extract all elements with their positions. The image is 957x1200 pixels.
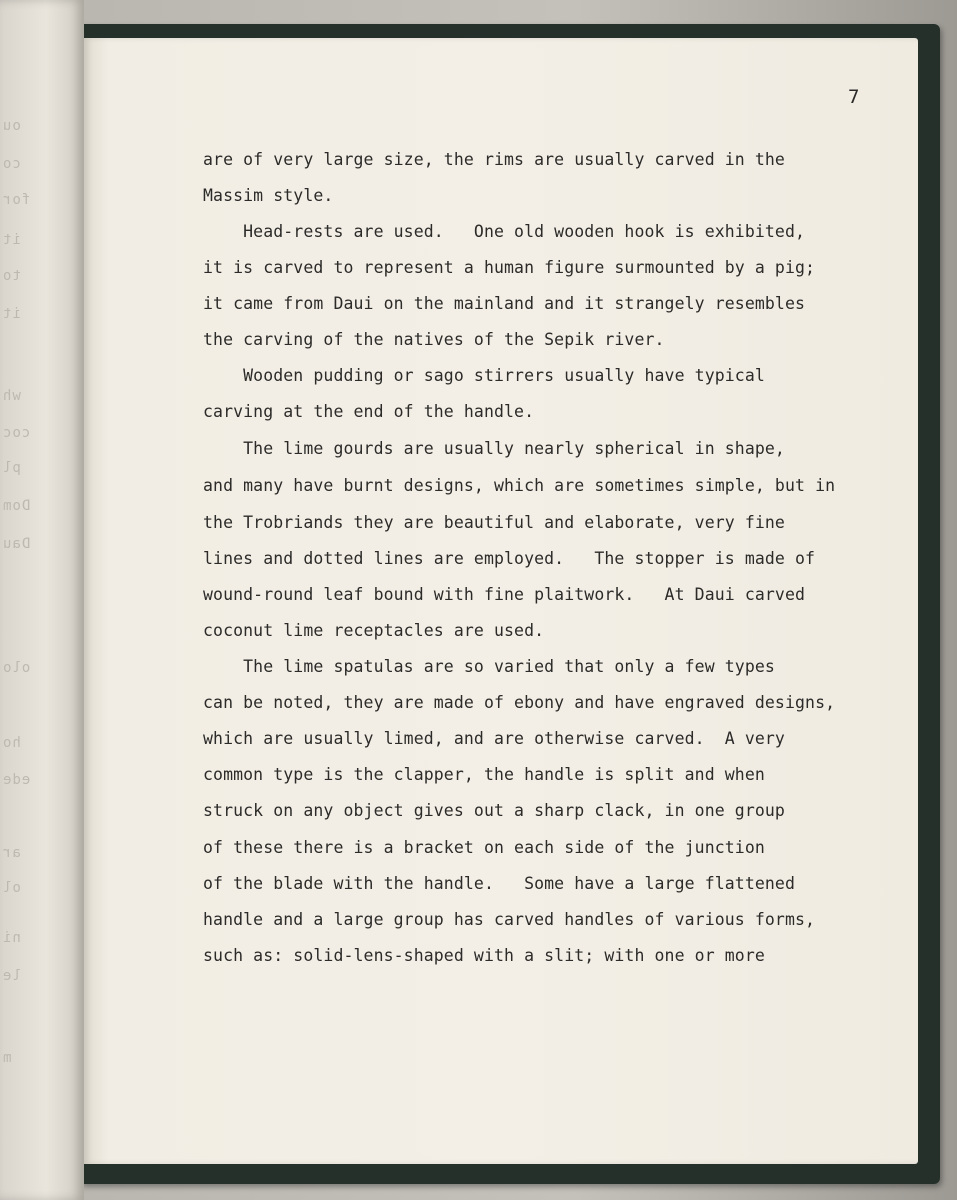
- text-line: wound-round leaf bound with fine plaitwork. At Daui carved: [203, 585, 806, 604]
- facing-page-fragment: co: [2, 156, 21, 172]
- facing-page-fragment: m: [2, 1050, 12, 1066]
- text-line: lines and dotted lines are employed. The stopper is made of: [203, 549, 816, 568]
- facing-page-fragment: it: [2, 232, 21, 248]
- text-line: Head-rests are used. One old wooden hook is exhibited,: [203, 222, 806, 241]
- text-line: the carving of the natives of the Sepik river.: [203, 330, 665, 349]
- facing-page-fragment: ede: [2, 772, 31, 788]
- facing-page-fragment: ni: [2, 930, 21, 946]
- facing-page-fragment: it: [2, 306, 21, 322]
- facing-page-fragment: ho: [2, 735, 21, 751]
- text-line: struck on any object gives out a sharp clack, in one group: [203, 801, 785, 820]
- text-line: of these there is a bracket on each side of the junction: [203, 838, 765, 857]
- text-line: it came from Daui on the mainland and it strangely resembles: [203, 294, 806, 313]
- text-line: of the blade with the handle. Some have a large flattened: [203, 874, 795, 893]
- text-line: handle and a large group has carved handles of various forms,: [203, 910, 816, 929]
- text-line: The lime spatulas are so varied that only a few types: [203, 657, 775, 676]
- text-line: the Trobriands they are beautiful and elaborate, very fine: [203, 513, 785, 532]
- facing-page-fragment: coc: [2, 425, 31, 441]
- facing-page-fragment: ar: [2, 845, 21, 861]
- text-line: carving at the end of the handle.: [203, 402, 535, 421]
- facing-page-fragment: ol: [2, 880, 21, 896]
- facing-page-fragment: to: [2, 268, 21, 284]
- text-line: and many have burnt designs, which are sometimes simple, but in: [203, 476, 836, 495]
- text-line: Wooden pudding or sago stirrers usually have typical: [203, 366, 765, 385]
- text-line: it is carved to represent a human figure surmounted by a pig;: [203, 258, 816, 277]
- facing-page-fragment: wh: [2, 388, 21, 404]
- text-line: such as: solid-lens-shaped with a slit; with one or more: [203, 946, 765, 965]
- facing-page-fragment: Dau: [2, 536, 31, 552]
- text-line: can be noted, they are made of ebony and have engraved designs,: [203, 693, 836, 712]
- facing-page-fragment: for: [2, 192, 31, 208]
- text-line: common type is the clapper, the handle is split and when: [203, 765, 765, 784]
- facing-page-fragment: ou: [2, 118, 21, 134]
- page-number: 7: [848, 86, 860, 108]
- text-line: which are usually limed, and are otherwise carved. A very: [203, 729, 785, 748]
- left-page-edge: [0, 0, 84, 1200]
- facing-page-fragment: Dom: [2, 498, 31, 514]
- text-line: are of very large size, the rims are usually carved in the: [203, 150, 785, 169]
- facing-page-fragment: olo: [2, 660, 31, 676]
- text-line: coconut lime receptacles are used.: [203, 621, 545, 640]
- text-line: The lime gourds are usually nearly spherical in shape,: [203, 439, 785, 458]
- facing-page-fragment: pl: [2, 460, 21, 476]
- text-line: Massim style.: [203, 186, 334, 205]
- facing-page-fragment: le: [2, 968, 21, 984]
